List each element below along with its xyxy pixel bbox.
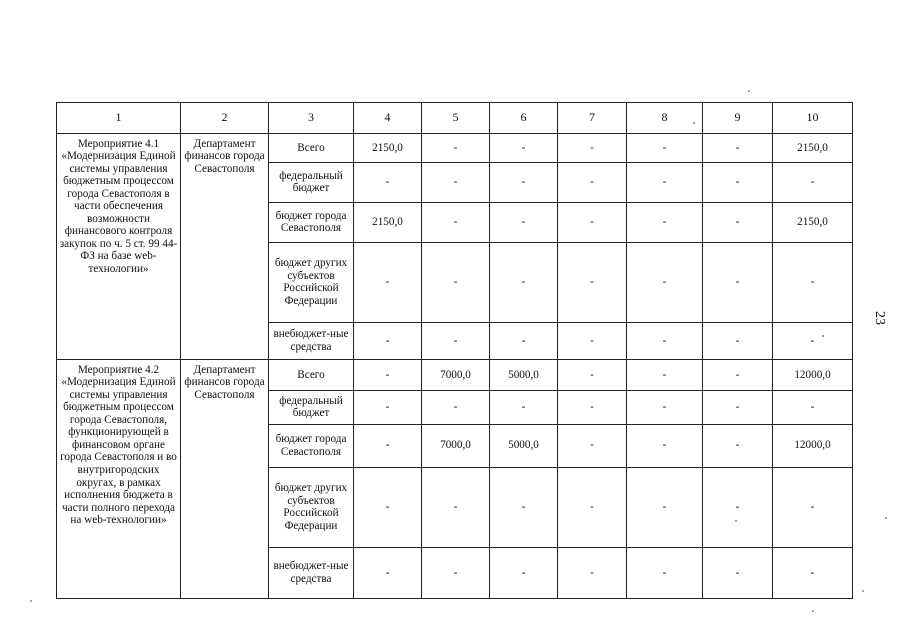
value-cell: - — [422, 391, 490, 425]
value-cell: - — [703, 467, 773, 547]
value-cell: 2150,0 — [773, 202, 853, 242]
value-cell: - — [490, 133, 558, 163]
header-cell: 10 — [773, 103, 853, 134]
value-cell: - — [627, 163, 703, 203]
value-cell: - — [422, 242, 490, 322]
value-cell: - — [490, 548, 558, 599]
scan-speck — [862, 590, 864, 592]
scan-speck — [885, 517, 887, 519]
header-cell: 9 — [703, 103, 773, 134]
value-cell: - — [627, 133, 703, 163]
value-cell: - — [773, 467, 853, 547]
value-cell: - — [422, 202, 490, 242]
header-cell: 5 — [422, 103, 490, 134]
value-cell: - — [490, 202, 558, 242]
value-cell: - — [422, 163, 490, 203]
value-cell: 12000,0 — [773, 424, 853, 467]
value-cell: - — [558, 391, 627, 425]
measure-cell: Мероприятие 4.2 «Модернизация Единой системы управления бюджетным процессом города Севастополя, функционирующей в финансовом органе города Севастополя и во внутригородских округах, в рамках исполнения бюджета в части полного перехода на web-технологии» — [57, 359, 181, 598]
funding-source-cell: Всего — [269, 359, 354, 391]
header-cell: 3 — [269, 103, 354, 134]
value-cell: - — [703, 242, 773, 322]
value-cell: - — [703, 424, 773, 467]
value-cell: - — [773, 391, 853, 425]
value-cell: - — [703, 163, 773, 203]
value-cell: - — [773, 242, 853, 322]
funding-source-cell: внебюджет-ные средства — [269, 548, 354, 599]
funding-source-cell: федеральный бюджет — [269, 391, 354, 425]
value-cell: - — [627, 322, 703, 359]
value-cell: 12000,0 — [773, 359, 853, 391]
table-row — [57, 359, 853, 391]
value-cell: - — [490, 163, 558, 203]
scan-speck — [812, 610, 814, 612]
funding-source-cell: внебюджет-ные средства — [269, 322, 354, 359]
value-cell: - — [627, 359, 703, 391]
value-cell: - — [703, 322, 773, 359]
scan-speck — [30, 600, 32, 602]
value-cell: - — [627, 202, 703, 242]
value-cell: - — [558, 163, 627, 203]
scan-speck — [822, 335, 824, 337]
value-cell: - — [558, 202, 627, 242]
funding-source-cell: бюджет других субъектов Российской Федерации — [269, 467, 354, 547]
table-row — [57, 133, 853, 163]
value-cell: - — [558, 424, 627, 467]
value-cell: 7000,0 — [422, 424, 490, 467]
value-cell: - — [490, 322, 558, 359]
value-cell: - — [627, 391, 703, 425]
value-cell: - — [558, 548, 627, 599]
value-cell: - — [490, 467, 558, 547]
funding-source-cell: Всего — [269, 133, 354, 163]
header-cell: 2 — [181, 103, 269, 134]
value-cell: - — [558, 242, 627, 322]
value-cell: - — [422, 467, 490, 547]
header-cell: 7 — [558, 103, 627, 134]
executor-cell: Департамент финансов города Севастополя — [181, 133, 269, 359]
value-cell: - — [354, 391, 422, 425]
value-cell: 2150,0 — [773, 133, 853, 163]
value-cell: - — [354, 467, 422, 547]
value-cell: - — [703, 202, 773, 242]
funding-source-cell: бюджет города Севастополя — [269, 424, 354, 467]
executor-cell: Департамент финансов города Севастополя — [181, 359, 269, 598]
header-row — [57, 103, 853, 134]
funding-source-cell: бюджет города Севастополя — [269, 202, 354, 242]
value-cell: 7000,0 — [422, 359, 490, 391]
value-cell: - — [703, 391, 773, 425]
scan-speck — [735, 520, 737, 522]
value-cell: - — [354, 322, 422, 359]
scan-speck — [693, 122, 695, 124]
value-cell: - — [422, 322, 490, 359]
value-cell: - — [422, 133, 490, 163]
value-cell: - — [490, 391, 558, 425]
value-cell: - — [773, 163, 853, 203]
value-cell: 2150,0 — [354, 133, 422, 163]
value-cell: - — [703, 359, 773, 391]
page-number: 23 — [872, 311, 887, 325]
header-cell: 6 — [490, 103, 558, 134]
scan-speck — [748, 90, 750, 92]
header-cell: 8 — [627, 103, 703, 134]
value-cell: - — [422, 548, 490, 599]
value-cell: - — [627, 548, 703, 599]
funding-source-cell: федеральный бюджет — [269, 163, 354, 203]
value-cell: - — [354, 163, 422, 203]
value-cell: - — [558, 322, 627, 359]
value-cell: - — [354, 424, 422, 467]
value-cell: - — [354, 359, 422, 391]
value-cell: - — [558, 467, 627, 547]
value-cell: - — [773, 548, 853, 599]
value-cell: - — [627, 242, 703, 322]
value-cell: - — [558, 133, 627, 163]
value-cell: - — [558, 359, 627, 391]
header-cell: 4 — [354, 103, 422, 134]
value-cell: 2150,0 — [354, 202, 422, 242]
value-cell: - — [627, 467, 703, 547]
value-cell: - — [703, 548, 773, 599]
header-cell: 1 — [57, 103, 181, 134]
budget-table — [56, 102, 853, 599]
value-cell: - — [703, 133, 773, 163]
funding-source-cell: бюджет других субъектов Российской Федерации — [269, 242, 354, 322]
value-cell: 5000,0 — [490, 424, 558, 467]
value-cell: - — [490, 242, 558, 322]
value-cell: - — [773, 322, 853, 359]
measure-cell: Мероприятие 4.1 «Модернизация Единой системы управления бюджетным процессом города Севастополя в части обеспечения возможности финансового контроля закупок по ч. 5 ст. 99 44-ФЗ на базе web-технологии» — [57, 133, 181, 359]
value-cell: 5000,0 — [490, 359, 558, 391]
value-cell: - — [354, 548, 422, 599]
value-cell: - — [354, 242, 422, 322]
value-cell: - — [627, 424, 703, 467]
